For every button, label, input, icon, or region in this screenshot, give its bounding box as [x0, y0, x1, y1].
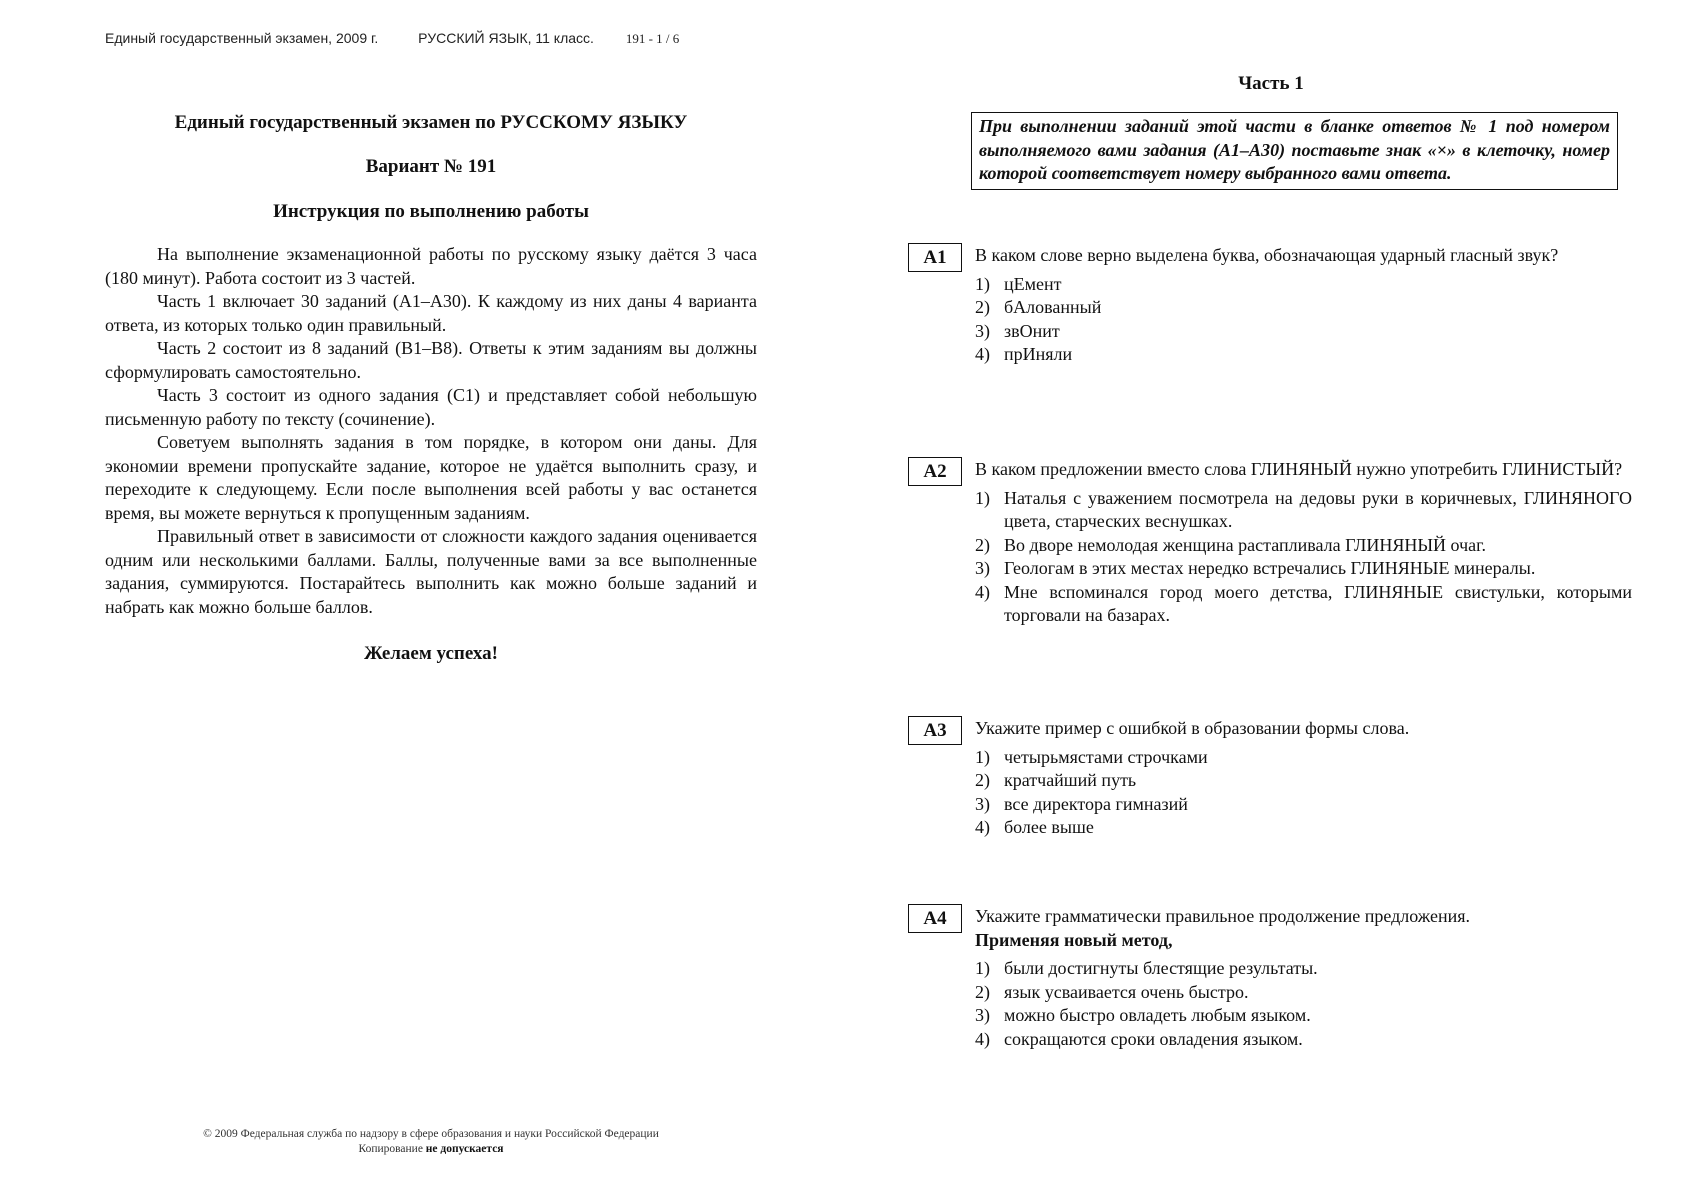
option-text: прИняли: [1004, 344, 1073, 364]
question-label: А2: [908, 457, 962, 486]
option-text: звОнит: [1004, 320, 1060, 341]
instruction-paragraph: Советуем выполнять задания в том порядке, в котором они даны. Для экономии времени пропускайте задание, которое не удаётся выполнить сразу, и переходите к следующему. Если после выполнения всей работы у вас останется время, вы можете вернуться к пропущенным заданиям.: [105, 432, 757, 523]
question-body: [975, 244, 1632, 367]
option-text: все директора гимназий: [1004, 793, 1188, 814]
question-text: Укажите грамматически правильное продолжение предложения.: [975, 906, 1471, 926]
option-number: 3): [975, 558, 990, 578]
answer-option: [975, 1028, 1632, 1052]
left-page: [105, 112, 757, 665]
question-label: А3: [908, 716, 962, 745]
exam-title: Единый государственный экзамен по РУССКОМУ ЯЗЫКУ: [174, 112, 688, 133]
question-text: В каком слове верно выделена буква, обозначающая ударный гласный звук?: [975, 245, 1559, 265]
option-number: 1): [975, 487, 990, 508]
answer-option: [975, 557, 1632, 581]
copyright-line: © 2009 Федеральная служба по надзору в сфере образования и науки Российской Федерации: [203, 1128, 659, 1140]
header-subject: РУССКИЙ ЯЗЫК, 11 класс.: [418, 30, 594, 46]
answer-option: [975, 793, 1632, 817]
option-number: 1): [975, 273, 990, 294]
wish-text: Желаем успеха!: [364, 643, 498, 664]
answer-option: [975, 273, 1632, 297]
instruction-paragraph: Часть 1 включает 30 заданий (А1–А30). К каждому из них даны 4 варианта ответа, из которых только один правильный.: [105, 291, 757, 335]
option-number: 2): [975, 534, 990, 555]
question-label: А4: [908, 904, 962, 933]
option-number: 4): [975, 581, 990, 602]
answer-option: [975, 1004, 1632, 1028]
option-number: 2): [975, 770, 990, 790]
answer-option: [975, 581, 1632, 628]
instruction-paragraph: Правильный ответ в зависимости от сложности каждого задания оценивается одним или несколькими баллами. Баллы, полученные вами за все выполненные задания, суммируются. Постарайтесь выполнить как можно больше заданий и набрать как можно больше баллов.: [105, 526, 757, 617]
option-number: 3): [975, 320, 990, 341]
option-text: более выше: [1004, 817, 1094, 837]
instruction-paragraph: Часть 2 состоит из 8 заданий (В1–В8). Ответы к этим заданиям вы должны сформулировать самостоятельно.: [105, 338, 757, 382]
option-number: 3): [975, 1005, 990, 1025]
option-text: можно быстро овладеть любым языком.: [1004, 1005, 1311, 1025]
answer-option: [975, 534, 1632, 558]
question-bold-fragment: Применяя новый метод,: [975, 929, 1173, 950]
header-exam-title: Единый государственный экзамен, 2009 г.: [105, 30, 379, 46]
option-number: 4): [975, 344, 990, 364]
question-text: В каком предложении вместо слова ГЛИНЯНЫЙ нужно употребить ГЛИНИСТЫЙ?: [975, 459, 1623, 479]
option-text: Мне вспоминался город моего детства, ГЛИНЯНЫЕ свистульки, которыми торговали на базарах.: [1004, 581, 1632, 625]
answer-option: [975, 746, 1632, 770]
option-number: 1): [975, 746, 990, 767]
answer-option: [975, 296, 1632, 320]
answer-options: [975, 746, 1632, 840]
page-header: [105, 30, 679, 47]
answer-options: [975, 487, 1632, 628]
header-page-number: 191 - 1 / 6: [625, 31, 680, 46]
option-number: 4): [975, 817, 990, 837]
option-number: 3): [975, 793, 990, 814]
answer-option: [975, 816, 1632, 840]
option-text: Геологам в этих местах нередко встречались ГЛИНЯНЫЕ минералы.: [1004, 558, 1536, 578]
option-number: 1): [975, 958, 990, 978]
variant-number: Вариант № 191: [365, 156, 497, 177]
question-text: Укажите пример с ошибкой в образовании формы слова.: [975, 718, 1410, 738]
answer-options: [975, 273, 1632, 367]
option-text: язык усваивается очень быстро.: [1004, 981, 1249, 1002]
option-text: цЕмент: [1004, 273, 1062, 294]
answer-option: [975, 769, 1632, 793]
answer-option: [975, 487, 1632, 534]
answer-option: [975, 320, 1632, 344]
answer-option: [975, 343, 1632, 367]
copy-notice-prefix: Копирование: [358, 1143, 426, 1155]
option-text: Наталья с уважением посмотрела на дедовы руки в коричневых, ГЛИНЯНОГО цвета, старческих веснушках.: [1004, 487, 1632, 531]
copyright-footer: [105, 1127, 757, 1157]
option-text: четырьмястами строчками: [1004, 746, 1208, 767]
option-text: бАлованный: [1004, 297, 1102, 317]
option-number: 4): [975, 1028, 990, 1049]
instruction-body: [105, 243, 757, 619]
option-text: сокращаются сроки овладения языком.: [1004, 1028, 1303, 1049]
question-body: [975, 458, 1632, 628]
answer-options: [975, 957, 1632, 1051]
question-body: [975, 905, 1632, 1051]
right-page: [908, 0, 1634, 1183]
part-instruction-box: При выполнении заданий этой части в бланке ответов № 1 под номером выполняемого вами задания (А1–А30) поставьте знак «×» в клеточку, номер которой соответствует номеру выбранного вами ответа.: [971, 112, 1618, 190]
copy-notice: [105, 1142, 757, 1157]
copy-notice-bold: не допускается: [425, 1143, 504, 1155]
option-number: 2): [975, 297, 990, 317]
option-number: 2): [975, 981, 990, 1002]
instruction-paragraph: Часть 3 состоит из одного задания (С1) и представляет собой небольшую письменную работу по тексту (сочинение).: [105, 385, 757, 429]
option-text: кратчайший путь: [1004, 770, 1137, 790]
option-text: Во дворе немолодая женщина растапливала ГЛИНЯНЫЙ очаг.: [1004, 534, 1486, 555]
answer-option: [975, 957, 1632, 981]
instruction-title: Инструкция по выполнению работы: [273, 201, 589, 222]
answer-option: [975, 981, 1632, 1005]
part-title: Часть 1: [1238, 73, 1304, 94]
question-label: А1: [908, 243, 962, 272]
instruction-paragraph: На выполнение экзаменационной работы по русскому языку даётся 3 часа (180 минут). Работа состоит из 3 частей.: [105, 244, 757, 288]
question-body: [975, 717, 1632, 840]
option-text: были достигнуты блестящие результаты.: [1004, 958, 1318, 978]
